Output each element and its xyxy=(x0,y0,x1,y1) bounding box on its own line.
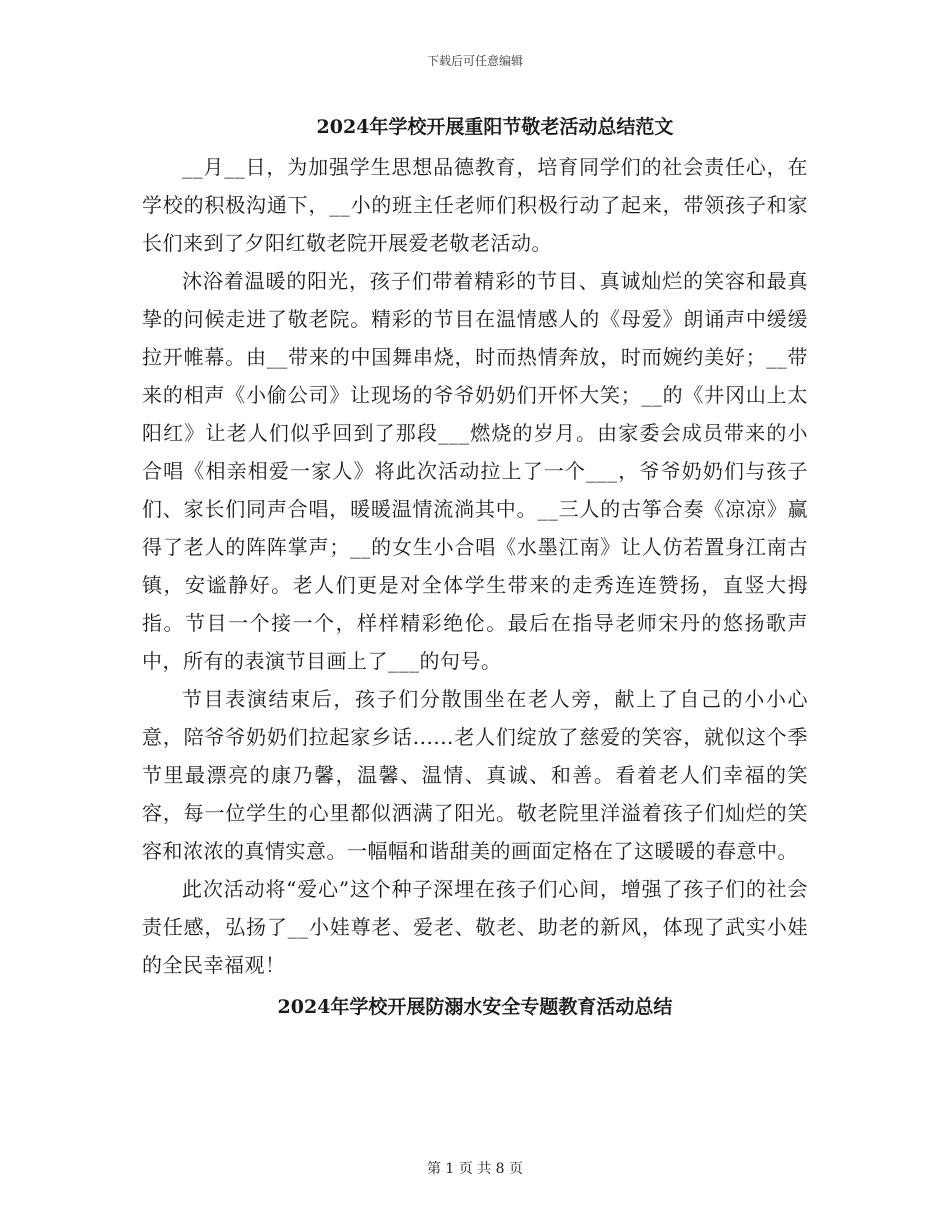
paragraph-3: 节目表演结束后，孩子们分散围坐在老人旁，献上了自己的小小心意，陪爷爷奶奶们拉起家乡话......老人们绽放了慈爱的笑容，就似这个季节里最漂亮的康乃馨，温馨、温情、真诚、和善。看着老人们幸福的笑容，每一位学生的心里都似洒满了阳光。敬老院里洋溢着孩子们灿烂的笑容和浓浓的真情实意。一幅幅和谐甜美的画面定格在了这暖暖的春意中。 xyxy=(142,687,808,863)
next-section-title: 2024年学校开展防溺水安全专题教育活动总结 xyxy=(277,996,673,1018)
page-number: 第 1 页 共 8 页 xyxy=(426,1161,524,1177)
document-body xyxy=(142,110,808,1024)
paragraph-2: 沐浴着温暖的阳光，孩子们带着精彩的节目、真诚灿烂的笑容和最真挚的问候走进了敬老院。精彩的节目在温情感人的《母爱》朗诵声中缓缓拉开帷幕。由__带来的中国舞串烧，时而热情奔放，时而婉约美好；__带来的相声《小偷公司》让现场的爷爷奶奶们开怀大笑；__的《井冈山上太阳红》让老人们似乎回到了那段___燃烧的岁月。由家委会成员带来的小合唱《相亲相爱一家人》将此次活动拉上了一个___，爷爷奶奶们与孩子们、家长们同声合唱，暖暖温情流淌其中。__三人的古筝合奏《凉凉》赢得了老人的阵阵掌声；__的女生小合唱《水墨江南》让人仿若置身江南古镇，安谧静好。老人们更是对全体学生带来的走秀连连赞扬，直竖大拇指。节目一个接一个，样样精彩绝伦。最后在指导老师宋丹的悠扬歌声中，所有的表演节目画上了___的句号。 xyxy=(142,269,808,673)
paragraph-4: 此次活动将“爱心”这个种子深埋在孩子们心间，增强了孩子们的社会责任感，弘扬了__小娃尊老、爱老、敬老、助老的新风，体现了武实小娃的全民幸福观！ xyxy=(142,877,808,977)
header-note: 下载后可任意编辑 xyxy=(426,54,523,68)
paragraph-1: __月__日，为加强学生思想品德教育，培育同学们的社会责任心，在学校的积极沟通下，__小的班主任老师们积极行动了起来，带领孩子和家长们来到了夕阳红敬老院开展爱老敬老活动。 xyxy=(142,155,808,255)
document-title: 2024年学校开展重阳节敬老活动总结范文 xyxy=(316,116,674,138)
